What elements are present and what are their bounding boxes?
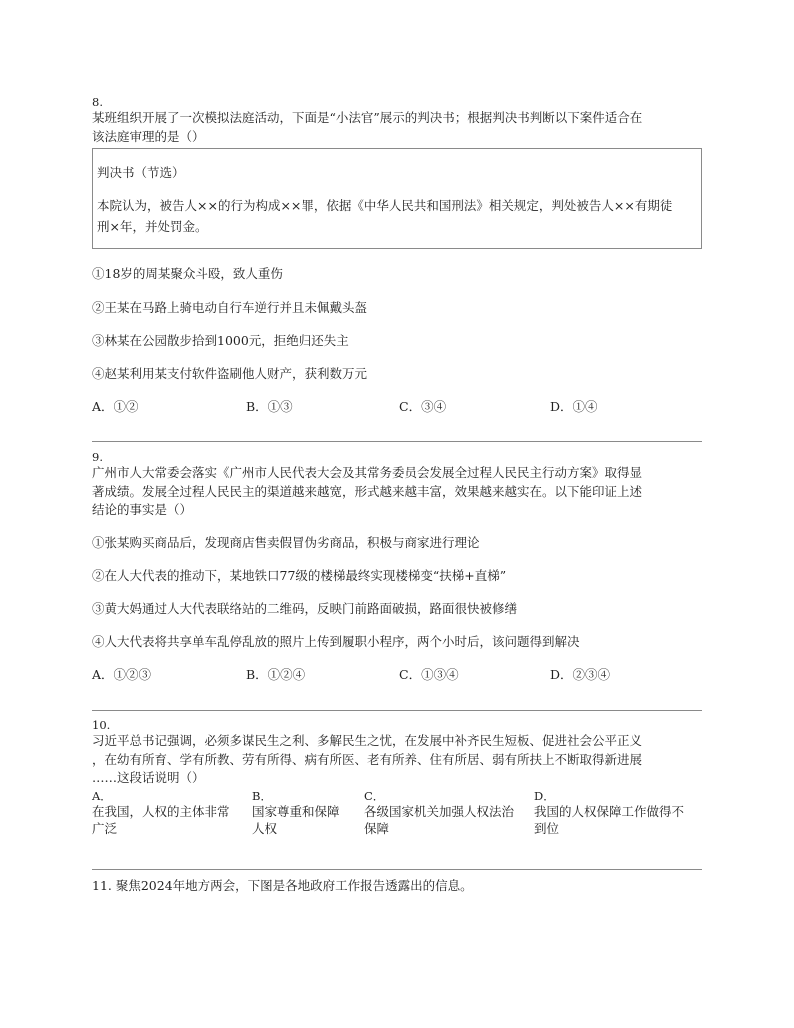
divider-q8-q9 <box>92 441 702 442</box>
q10-option-b-letter: B． <box>252 789 272 803</box>
q10-option-d-letter: D． <box>534 789 555 803</box>
judgment-excerpt-box <box>92 148 702 249</box>
q9-statement-4: ④人大代表将共享单车乱停乱放的照片上传到履职小程序，两个小时后，该问题得到解决 <box>92 634 580 649</box>
q8-stem-line2: 该法庭审理的是（） <box>92 129 205 144</box>
q9-number: 9. <box>92 450 103 464</box>
q10-option-c[interactable] <box>364 789 534 837</box>
q10-stem-line2: ，在幼有所育、学有所教、劳有所得、病有所医、老有所养、住有所居、弱有所扶上不断取得新进展 <box>92 752 643 767</box>
q9-stem-line3: 结论的事实是（） <box>92 502 193 517</box>
q10-option-c-line2: 保障 <box>364 821 390 836</box>
q10-option-c-letter: C． <box>364 789 385 803</box>
judgment-line2: 刑×年，并处罚金。 <box>97 219 208 234</box>
q9-statement-3: ③黄大妈通过人大代表联络站的二维码，反映门前路面破损，路面很快被修缮 <box>92 601 518 616</box>
q9-option-a[interactable]: A．①②③ <box>92 667 152 682</box>
q10-option-a[interactable] <box>92 789 250 837</box>
q8-option-d[interactable]: D．①④ <box>550 399 598 414</box>
q10-option-a-line1: 在我国，人权的主体非常 <box>92 804 230 819</box>
q8-option-c[interactable]: C．③④ <box>399 399 447 414</box>
q8-stem-line1: 某班组织开展了一次模拟法庭活动，下面是“小法官”展示的判决书；根据判决书判断以下案件适合在 <box>92 110 643 125</box>
q10-stem-line1: 习近平总书记强调，必须多谋民生之利、多解民生之忧，在发展中补齐民生短板、促进社会公平正义 <box>92 733 643 748</box>
q10-option-d[interactable] <box>534 789 702 837</box>
q10-option-c-line1: 各级国家机关加强人权法治 <box>364 804 515 819</box>
q10-option-d-line2: 到位 <box>534 821 560 836</box>
q11-stem: 11. 聚焦2024年地方两会，下图是各地政府工作报告透露出的信息。 <box>92 878 473 893</box>
q8-statement-3: ③林某在公园散步拾到1000元，拒绝归还失主 <box>92 333 349 348</box>
q10-option-a-letter: A． <box>92 789 112 803</box>
divider-q9-q10 <box>92 710 702 711</box>
q9-statement-2: ②在人大代表的推动下，某地铁口77级的楼梯最终实现楼梯变“扶梯+直梯” <box>92 568 507 583</box>
judgment-line1: 本院认为，被告人××的行为构成××罪，依据《中华人民共和国刑法》相关规定，判处被告人××有期徒 <box>97 198 673 213</box>
q8-number: 8. <box>92 95 103 109</box>
divider-q10-q11 <box>92 869 702 870</box>
q10-option-d-line1: 我国的人权保障工作做得不 <box>534 804 685 819</box>
q8-statement-1: ①18岁的周某聚众斗殴，致人重伤 <box>92 266 283 281</box>
q10-option-b-line1: 国家尊重和保障 <box>252 804 340 819</box>
q8-option-b[interactable]: B．①③ <box>246 399 293 414</box>
q10-option-b[interactable] <box>252 789 360 837</box>
q8-option-a[interactable]: A．①② <box>92 399 139 414</box>
q9-option-c[interactable]: C．①③④ <box>399 667 459 682</box>
q8-statement-2: ②王某在马路上骑电动自行车逆行并且未佩戴头盔 <box>92 300 368 315</box>
judgment-title: 判决书（节选） <box>97 165 185 180</box>
q9-option-d[interactable]: D．②③④ <box>550 667 611 682</box>
q9-option-b[interactable]: B．①②④ <box>246 667 306 682</box>
q8-statement-4: ④赵某利用某支付软件盗刷他人财产，获利数万元 <box>92 366 368 381</box>
q9-statement-1: ①张某购买商品后，发现商店售卖假冒伪劣商品，积极与商家进行理论 <box>92 535 480 550</box>
q9-stem-line1: 广州市人大常委会落实《广州市人民代表大会及其常务委员会发展全过程人民民主行动方案》取得显 <box>92 465 643 480</box>
q9-stem-line2: 著成绩。发展全过程人民民主的渠道越来越宽，形式越来越丰富，效果越来越实在。以下能印证上述 <box>92 484 643 499</box>
q10-number: 10. <box>92 718 111 732</box>
q10-stem-line3: ……这段话说明（） <box>92 770 205 785</box>
q10-option-a-line2: 广泛 <box>92 821 118 836</box>
q10-option-b-line2: 人权 <box>252 821 278 836</box>
